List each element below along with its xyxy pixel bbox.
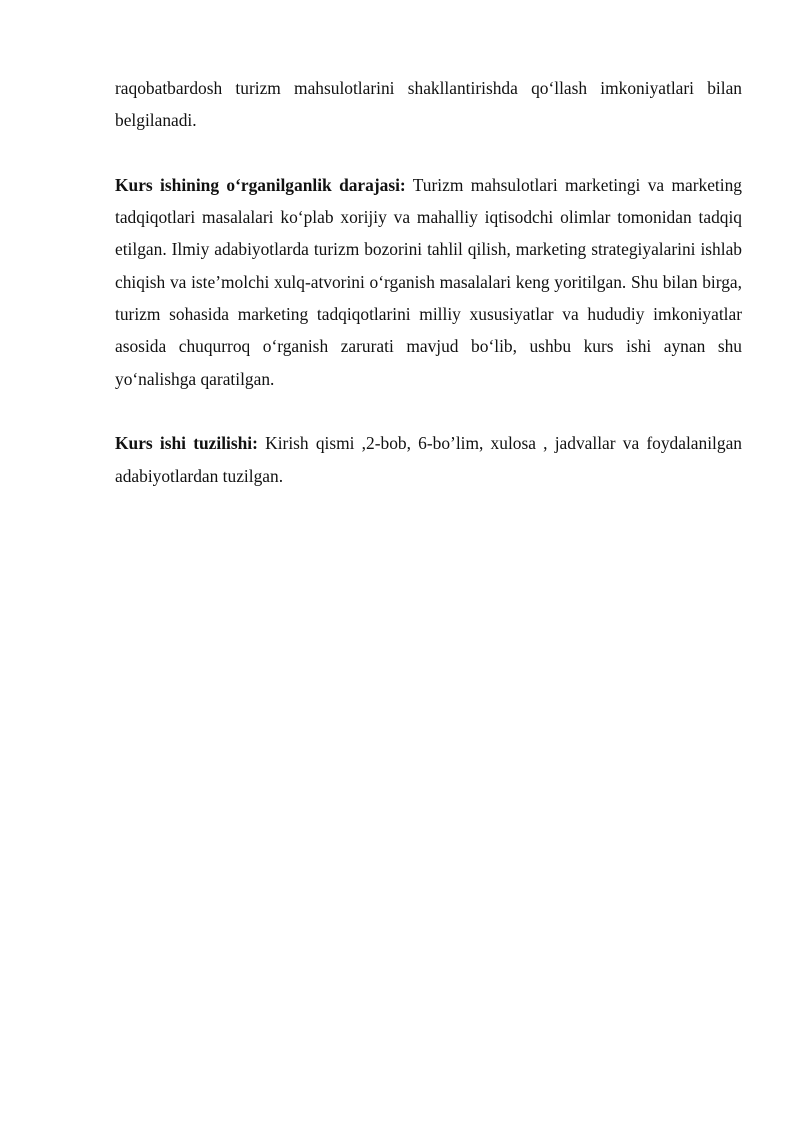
document-body: [115, 72, 742, 524]
paragraph-continuation-text: raqobatbardosh turizm mahsulotlarini shakllantirishda qo‘llash imkoniyatlari bilan belgilanadi.: [115, 78, 742, 131]
structure-heading: Kurs ishi tuzilishi:: [115, 433, 258, 454]
research-level-text: Turizm mahsulotlari marketingi va marketing tadqiqotlari masalalari ko‘plab xorijiy va mahalliy iqtisodchi olimlar tomonidan tadqiq etilgan. Ilmiy adabiyotlarda turizm bozorini tahlil qilish, marketing strategiyalarini ishlab chiqish va iste’molchi xulq-atvorini o‘rganish masalalari keng yoritilgan. Shu bilan birga, turizm sohasida marketing tadqiqotlarini milliy xususiyatlar va hududiy imkoniyatlar asosida chuqurroq o‘rganish zarurati mavjud bo‘lib, ushbu kurs ishi aynan shu yo‘nalishga qaratilgan.: [115, 174, 742, 389]
paragraph-research-level: [115, 169, 742, 395]
structure-text: Kirish qismi ,2-bob, 6-bo’lim, xulosa , jadvallar va foydalanilgan adabiyotlardan tuzilgan.: [115, 433, 742, 486]
research-level-heading: Kurs ishining o‘rganilganlik darajasi:: [115, 174, 406, 195]
paragraph-structure: [115, 427, 742, 492]
paragraph-continuation: [115, 72, 742, 137]
